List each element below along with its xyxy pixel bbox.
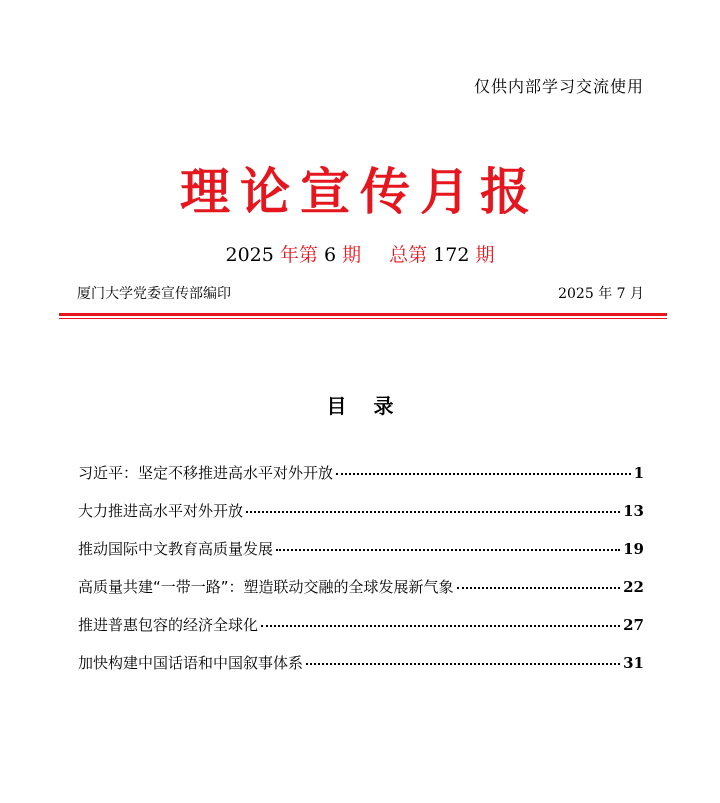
toc-entry-title: 加快构建中国话语和中国叙事体系 xyxy=(78,654,304,672)
table-of-contents xyxy=(78,462,644,690)
toc-leader-dots xyxy=(276,549,620,551)
issue-number: 6 xyxy=(323,244,337,266)
toc-title: 目 录 xyxy=(326,394,404,418)
toc-entry-title: 大力推进高水平对外开放 xyxy=(78,502,244,520)
toc-leader-dots xyxy=(261,625,620,627)
toc-entry[interactable] xyxy=(78,576,644,614)
toc-entry-page: 19 xyxy=(623,540,644,558)
issue-year: 2025 xyxy=(225,244,274,266)
toc-entry-title: 推动国际中文教育高质量发展 xyxy=(78,540,274,558)
toc-entry-page: 1 xyxy=(633,464,644,482)
issue-year-suffix: 年第 xyxy=(279,244,318,266)
toc-entry-title: 推进普惠包容的经济全球化 xyxy=(78,616,259,634)
toc-leader-dots xyxy=(457,587,621,589)
total-issue-suffix: 期 xyxy=(475,244,495,266)
publisher: 厦门大学党委宣传部编印 xyxy=(77,286,231,302)
toc-entry-page: 13 xyxy=(623,502,644,520)
masthead-title: 理论宣传月报 xyxy=(180,162,540,221)
header-divider-thick xyxy=(59,313,667,316)
issue-suffix: 期 xyxy=(342,244,362,266)
issue-line xyxy=(0,240,720,267)
toc-leader-dots xyxy=(336,473,631,475)
toc-entry[interactable] xyxy=(78,462,644,500)
internal-use-note: 仅供内部学习交流使用 xyxy=(473,77,644,96)
toc-entry[interactable] xyxy=(78,652,644,690)
header-divider-thin xyxy=(59,318,667,319)
publication-date: 2025 年 7 月 xyxy=(558,286,644,302)
toc-entry-page: 27 xyxy=(623,616,644,634)
total-issue-number: 172 xyxy=(433,244,470,266)
toc-entry-page: 22 xyxy=(623,578,644,596)
toc-leader-dots xyxy=(246,511,620,513)
toc-entry[interactable] xyxy=(78,500,644,538)
toc-entry-title: 习近平：坚定不移推进高水平对外开放 xyxy=(78,464,334,482)
total-issue-prefix: 总第 xyxy=(389,244,428,266)
toc-entry-page: 31 xyxy=(623,654,644,672)
toc-entry[interactable] xyxy=(78,614,644,652)
toc-entry[interactable] xyxy=(78,538,644,576)
toc-leader-dots xyxy=(306,663,620,665)
toc-entry-title: 高质量共建“一带一路”：塑造联动交融的全球发展新气象 xyxy=(78,578,454,596)
